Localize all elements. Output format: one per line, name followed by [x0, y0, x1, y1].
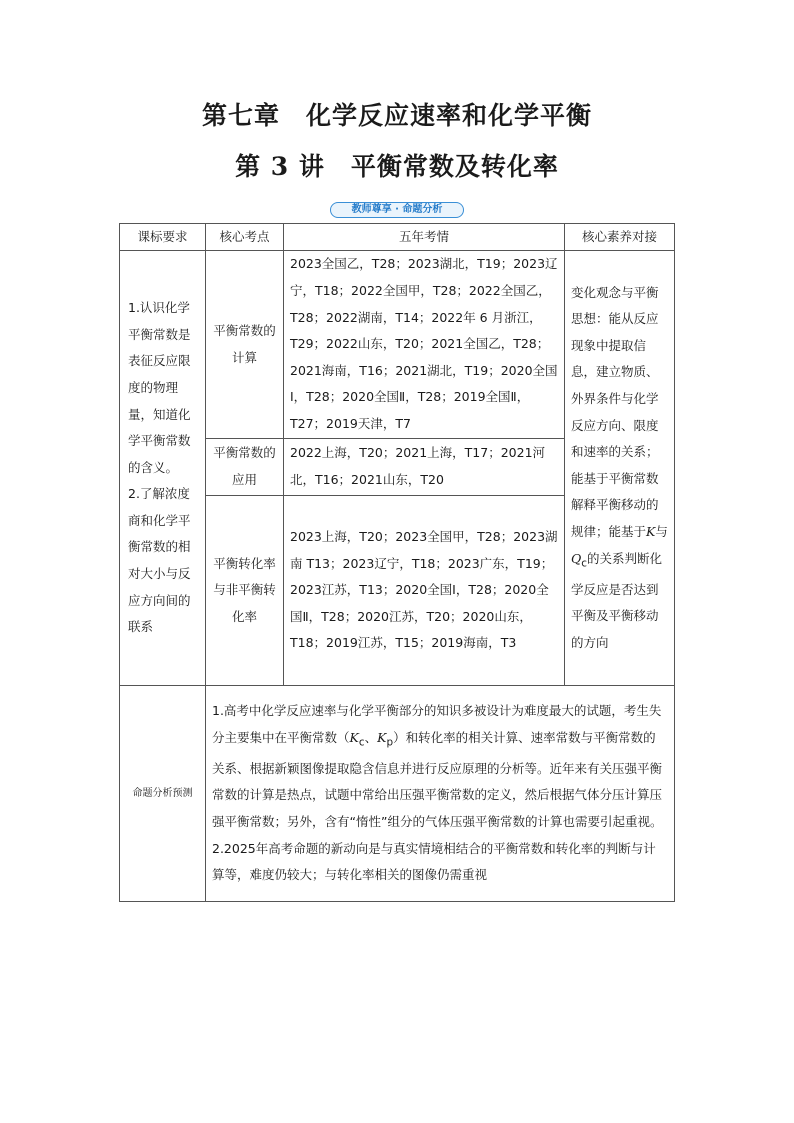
curriculum-item-1: 1.认识化学平衡常数是表征反应限度的物理量，知道化学平衡常数的含义。 [128, 300, 191, 475]
topic-cell: 平衡转化率与非平衡转化率 [206, 496, 284, 686]
lecture-title [0, 147, 794, 183]
exams-cell: 2022上海，T20；2021上海，T17；2021河北，T16；2021山东，T20 [284, 439, 565, 496]
kc-subscript: c [358, 736, 365, 749]
lecture-topic: 平衡常数及转化率 [350, 152, 559, 181]
literacy-text-1: 变化观念与平衡思想：能从反应现象中提取信息，建立物质、外界条件与化学反应方向、限度和速率的关系；能基于平衡常数解释平衡移动的规律；能基于 [571, 284, 659, 539]
lecture-number: 第 3 讲 [235, 152, 325, 181]
kp-symbol: K [377, 729, 387, 745]
literacy-cell [565, 251, 675, 686]
literacy-text-2: 与 [655, 523, 668, 539]
curriculum-item-2: 2.了解浓度商和化学平衡常数的相对大小与反应方向间的联系 [128, 486, 191, 635]
exams-cell: 2023全国乙，T28；2023湖北，T19；2023辽宁，T18；2022全国甲，T28；2022全国乙，T28；2022湖南，T14；2022年 6 月浙江，T29；2022山东，T20；2021全国乙，T28；2021海南，T16；2021湖北，T19；2020全国Ⅰ，T28；2020全国Ⅱ，T28；2019全国Ⅱ，T27；2019天津，T7 [284, 251, 565, 439]
header-exams: 五年考情 [284, 224, 565, 251]
analysis-text-a: 1.高考中化学反应速率与化学平衡部分的知识多被设计为难度最大的试题，考生失分主要集中在平衡常数（ [212, 703, 662, 745]
analysis-separator: 、 [364, 729, 378, 745]
analysis-cell [206, 686, 675, 902]
topic-cell: 平衡常数的计算 [206, 251, 284, 439]
table-row [120, 251, 675, 439]
literacy-q-symbol: Q [571, 550, 582, 566]
chapter-title: 第七章 化学反应速率和化学平衡 [201, 101, 592, 130]
literacy-k-symbol: K [646, 523, 656, 539]
header-literacy: 核心素养对接 [565, 224, 675, 251]
analysis-paragraph-1 [212, 698, 668, 835]
analysis-paragraph-2: 2.2025年高考命题的新动向是与真实情境相结合的平衡常数和转化率的判断与计算等，难度仍较大；与转化率相关的图像仍需重视 [212, 840, 656, 883]
analysis-label: 命题分析预测 [120, 686, 206, 902]
analysis-text-b: ）和转化率的相关计算、速率常数与平衡常数的关系、根据新颖图像提取隐含信息并进行反应原理的分析等。近年来有关压强平衡常数的计算是热点，试题中常给出压强平衡常数的定义，然后根据气体分压计算压强平衡常数；另外，含有“惰性”组分的气体压强平衡常数的计算也需要引起重视。 [212, 729, 663, 830]
teacher-exclusive-badge: 教师尊享 · 命题分析 [330, 202, 464, 218]
analysis-row [120, 686, 675, 902]
topic-cell: 平衡常数的应用 [206, 439, 284, 496]
literacy-text-3: 的关系判断化学反应是否达到平衡及平衡移动的方向 [571, 550, 662, 650]
table-header-row [120, 224, 675, 251]
exam-analysis-table [119, 223, 675, 902]
header-curriculum: 课标要求 [120, 224, 206, 251]
lecture-spacer [325, 152, 351, 181]
header-topic: 核心考点 [206, 224, 284, 251]
literacy-q-subscript: c [581, 557, 587, 570]
kc-symbol: K [349, 729, 359, 745]
curriculum-cell [120, 251, 206, 686]
exams-cell: 2023上海，T20；2023全国甲，T28；2023湖南 T13；2023辽宁，T18；2023广东，T19；2023江苏，T13；2020全国Ⅰ，T28；2020全国Ⅱ，T28；2020江苏，T20；2020山东，T18；2019江苏，T15；2019海南，T3 [284, 496, 565, 686]
kp-subscript: p [386, 736, 394, 749]
